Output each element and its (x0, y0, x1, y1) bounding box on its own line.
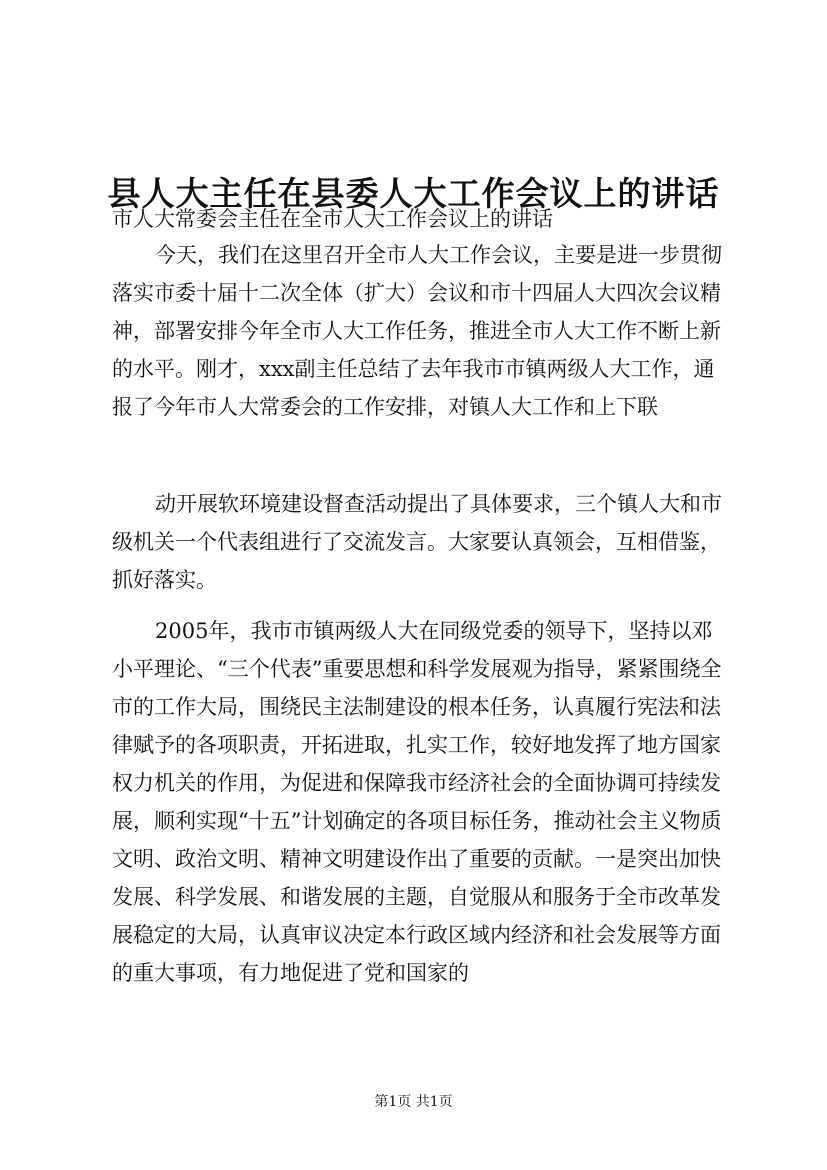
document-title: 县人大主任在县委人大工作会议上的讲话 (107, 174, 720, 214)
paragraph-3: 2005年，我市市镇两级人大在同级党委的领导下，坚持以邓小平理论、“三个代表”重要思想和科学发展观为指导，紧紧围绕全市的工作大局，围绕民主法制建设的根本任务，认真履行宪法和法律赋予的各项职责，开拓进取，扎实工作，较好地发挥了地方国家权力机关的作用，为促进和保障我市经济社会的全面协调可持续发展，顺利实现“十五”计划确定的各项目标任务，推动社会主义物质文明、政治文明、精神文明建设作出了重要的贡献。一是突出加快发展、科学发展、和谐发展的主题，自觉服从和服务于全市改革发展稳定的大局，认真审议决定本行政区域内经济和社会发展等方面的重大事项，有力地促进了党和国家的 (112, 619, 722, 985)
paragraph-2: 动开展软环境建设督查活动提出了具体要求，三个镇人大和市级机关一个代表组进行了交流发言。大家要认真领会，互相借鉴，抓好落实。 (112, 492, 722, 592)
paragraph-1: 今天，我们在这里召开全市人大工作会议，主要是进一步贯彻落实市委十届十二次全体（扩大）会议和市十四届人大四次会议精神，部署安排今年全市人大工作任务，推进全市人大工作不断上新的水平。刚才，xxx副主任总结了去年我市市镇两级人大工作，通报了今年市人大常委会的工作安排，对镇人大工作和上下联 (112, 243, 722, 419)
document-subtitle: 市人大常委会主任在全市人大工作会议上的讲话 (112, 207, 553, 231)
page-footer: 第1页 共1页 (374, 1094, 453, 1110)
